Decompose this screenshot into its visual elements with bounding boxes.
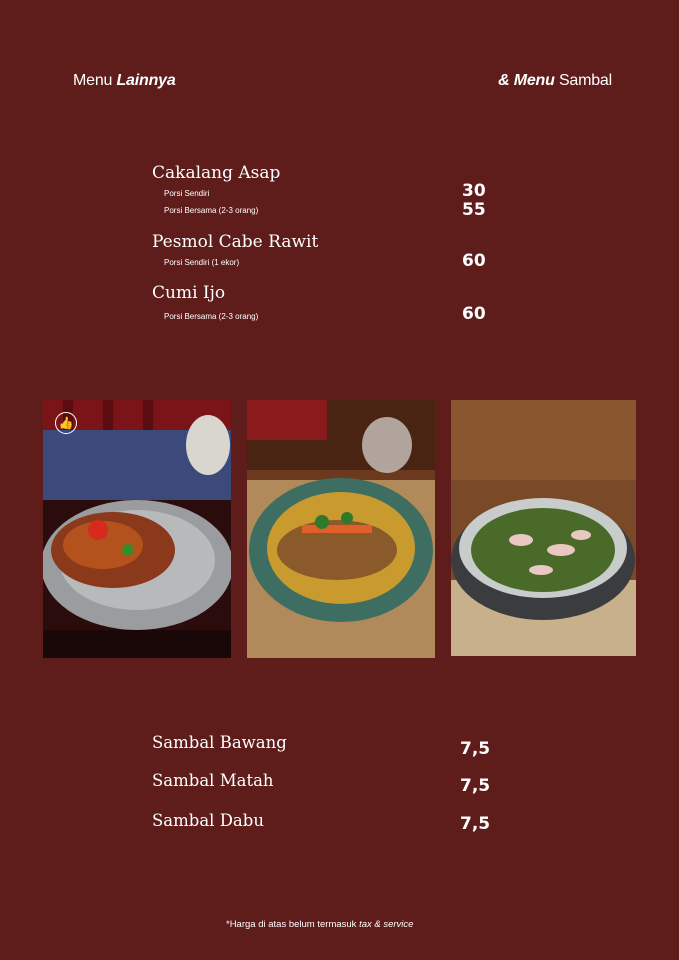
- item-name-cakalang-asap: Cakalang Asap: [152, 163, 281, 183]
- header-sambal-label: Sambal: [558, 72, 612, 89]
- portion-price: 60: [462, 304, 486, 324]
- thumbs-up-icon: 👍: [55, 412, 77, 434]
- header-lainnya-label: Lainnya: [116, 72, 176, 89]
- footnote-text: *Harga di atas belum termasuk: [226, 919, 360, 930]
- sambal-name-matah: Sambal Matah: [152, 771, 274, 790]
- portion-label: Porsi Sendiri (1 ekor): [164, 258, 240, 267]
- dish-photo-cumi-ijo: [451, 400, 636, 656]
- footnote-emph: tax & service: [359, 919, 414, 930]
- portion-label: Porsi Bersama (2-3 orang): [164, 206, 259, 215]
- sambal-price: 7,5: [460, 739, 491, 759]
- portion-price: 60: [462, 251, 486, 271]
- sambal-name-dabu: Sambal Dabu: [152, 811, 264, 830]
- header-left: [73, 72, 176, 90]
- dish-photo-cakalang: [43, 400, 231, 658]
- portion-price: 30: [462, 181, 486, 201]
- portion-label: Porsi Bersama (2-3 orang): [164, 312, 259, 321]
- sambal-name-bawang: Sambal Bawang: [152, 733, 287, 752]
- header-and-menu-label: & Menu: [498, 72, 555, 89]
- price-footnote: [226, 919, 413, 930]
- header-menu-label: Menu: [73, 72, 113, 89]
- item-name-pesmol-cabe-rawit: Pesmol Cabe Rawit: [152, 232, 319, 252]
- sambal-price: 7,5: [460, 814, 491, 834]
- dish-photo-pesmol: [247, 400, 435, 658]
- item-name-cumi-ijo: Cumi Ijo: [152, 283, 226, 303]
- header-right: [498, 72, 612, 90]
- portion-label: Porsi Sendiri: [164, 189, 210, 198]
- portion-price: 55: [462, 200, 486, 220]
- sambal-price: 7,5: [460, 776, 491, 796]
